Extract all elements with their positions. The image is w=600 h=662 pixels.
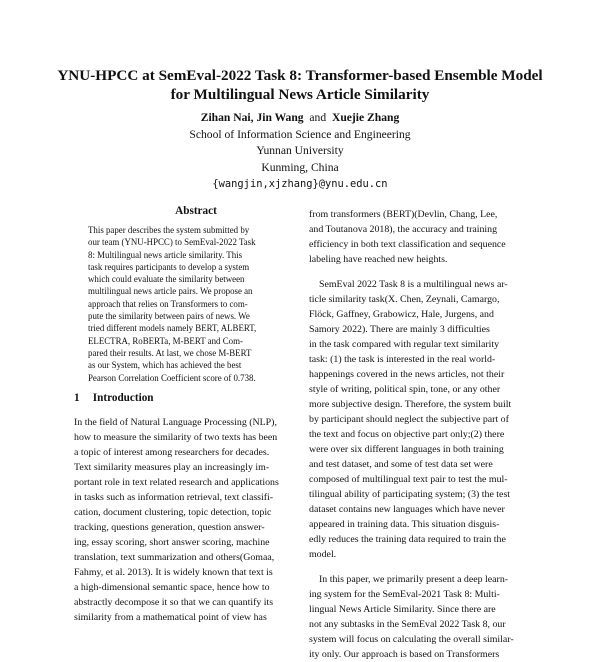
text-line: ing, essay scoring, short answer scoring, machine <box>74 537 270 548</box>
text-line: SemEval 2022 Task 8 is a multilingual news ar- <box>319 279 508 290</box>
text-line: abstractly decompose it so that we can quantify its <box>74 597 274 608</box>
text-line: Flöck, Gaffney, Grabowicz, Hale, Jurgens, and <box>309 309 494 320</box>
right-column-paragraph-2 <box>309 277 541 562</box>
text-line: and Toutanova 2018), the accuracy and training <box>309 224 498 235</box>
abstract-heading: Abstract <box>175 205 217 217</box>
paper-title <box>40 66 560 104</box>
text-line: model. <box>309 549 337 560</box>
abstract-body <box>88 224 306 384</box>
paper-title-line-2: for Multilingual News Article Similarity <box>170 86 430 103</box>
text-line: how to measure the similarity of two texts has been <box>74 432 278 443</box>
affiliation: School of Information Science and Engineering <box>189 127 411 141</box>
text-line: which could evaluate the similarity between <box>88 274 245 285</box>
text-line: efficiency in both text classification and sequence <box>309 239 506 250</box>
text-line: approach that relies on Transformers to com- <box>88 298 248 309</box>
text-line: Fahmy, et al. 2013). It is widely known that text is <box>74 567 273 578</box>
author-block <box>60 110 540 193</box>
author-email: {wangjin,xjzhang}@ynu.edu.cn <box>212 178 388 190</box>
text-line: appeared in training data. This situation disguis- <box>309 519 500 530</box>
paragraph-gap <box>309 562 541 572</box>
text-line: tilingual ability of participating system; (3) the test <box>309 489 511 500</box>
text-line: cation, document clustering, topic detection, topic <box>74 507 272 518</box>
text-line: Pearson Correlation Coefficient score of 0.738. <box>88 372 256 383</box>
text-line: task: (1) the task is interested in the real world- <box>309 354 496 365</box>
text-line: pute the similarity between pairs of news. We <box>88 311 250 322</box>
text-line: as our System, which has achieved the best <box>88 360 242 371</box>
author-names-first: Zihan Nai, Jin Wang <box>200 111 304 124</box>
text-line: our team (YNU-HPCC) to SemEval-2022 Task <box>88 237 256 248</box>
text-line: more subjective design. Therefore, the system built <box>309 399 512 410</box>
text-line: in the task compared with regular text similarity <box>309 339 500 350</box>
text-line: tried different models namely BERT, ALBERT, <box>88 323 257 334</box>
university: Yunnan University <box>256 144 344 157</box>
text-line: pared their results. At last, we chose M-BERT <box>88 347 252 358</box>
text-line: the text and focus on objective part only;(2) there <box>309 429 505 440</box>
text-line: and test dataset, and some of test data set were <box>309 459 493 470</box>
text-line: similarity from a mathematical point of view has <box>74 612 267 623</box>
text-line: task requires participants to develop a system <box>88 261 250 272</box>
text-line: In this paper, we primarily present a deep learn- <box>319 574 509 585</box>
text-line: In the field of Natural Language Processing (NLP), <box>74 417 277 428</box>
text-line: labeling have reached new heights. <box>309 254 448 265</box>
text-line: lingual News Article Similarity. Since there are <box>309 604 496 615</box>
text-line: edly reduces the training data required to train the <box>309 534 506 545</box>
text-line: in tasks such as information retrieval, text classifi- <box>74 492 274 503</box>
paper-title-line-1: YNU-HPCC at SemEval-2022 Task 8: Transformer-based Ensemble Model <box>57 67 543 84</box>
text-line: translation, text summarization and others(Gomaa, <box>74 552 275 563</box>
author-and: and <box>309 111 327 124</box>
text-line: ity only. Our approach is based on Transformers <box>309 649 500 660</box>
text-line: style of writing, political spin, tone, or any other <box>309 384 501 395</box>
location: Kunming, China <box>261 160 339 174</box>
text-line: Text similarity measures play an increasingly im- <box>74 462 270 473</box>
right-column-paragraph-1 <box>309 207 541 267</box>
text-line: ELECTRA, RoBERTa, M-BERT and Com- <box>88 335 243 346</box>
paragraph-gap <box>309 267 541 277</box>
text-line: ing system for the SemEval-2021 Task 8: Multi- <box>309 589 500 600</box>
text-line: a high-dimensional semantic space, hence how to <box>74 582 270 593</box>
text-line: Samory 2022). There are mainly 3 difficulties <box>309 324 490 335</box>
section-number: 1 <box>74 392 80 404</box>
text-line: happenings covered in the news articles, not their <box>309 369 505 380</box>
text-line: composed of multilingual text pair to test the mul- <box>309 474 508 485</box>
text-line: from transformers (BERT)(Devlin, Chang, Lee, <box>309 209 498 220</box>
introduction-body <box>74 415 306 625</box>
text-line: not any subtasks in the SemEval 2022 Task 8, our <box>309 619 506 630</box>
text-line: a topic of interest among researchers for decades. <box>74 447 270 458</box>
right-column <box>309 207 541 662</box>
text-line: were over six different languages in both training <box>309 444 504 455</box>
author-names <box>60 110 540 127</box>
introduction-heading <box>74 392 314 404</box>
text-line: system will focus on calculating the overall similar- <box>309 634 514 645</box>
text-line: 8: Multilingual news article similarity. This <box>88 249 243 260</box>
text-line: by participant should neglect the subjective part of <box>309 414 509 425</box>
right-column-paragraph-3 <box>309 572 541 662</box>
text-line: multilingual news article pairs. We propose an <box>88 286 253 297</box>
section-title: Introduction <box>92 392 154 404</box>
text-line: portant role in text related research and applications <box>74 477 279 488</box>
text-line: This paper describes the system submitted by <box>88 225 250 235</box>
text-line: dataset contains new languages which have never <box>309 504 505 515</box>
text-line: tracking, questions generation, question answer- <box>74 522 265 533</box>
text-line: ticle similarity task(X. Chen, Zeynali, Camargo, <box>309 294 500 305</box>
author-names-last: Xuejie Zhang <box>331 111 400 124</box>
